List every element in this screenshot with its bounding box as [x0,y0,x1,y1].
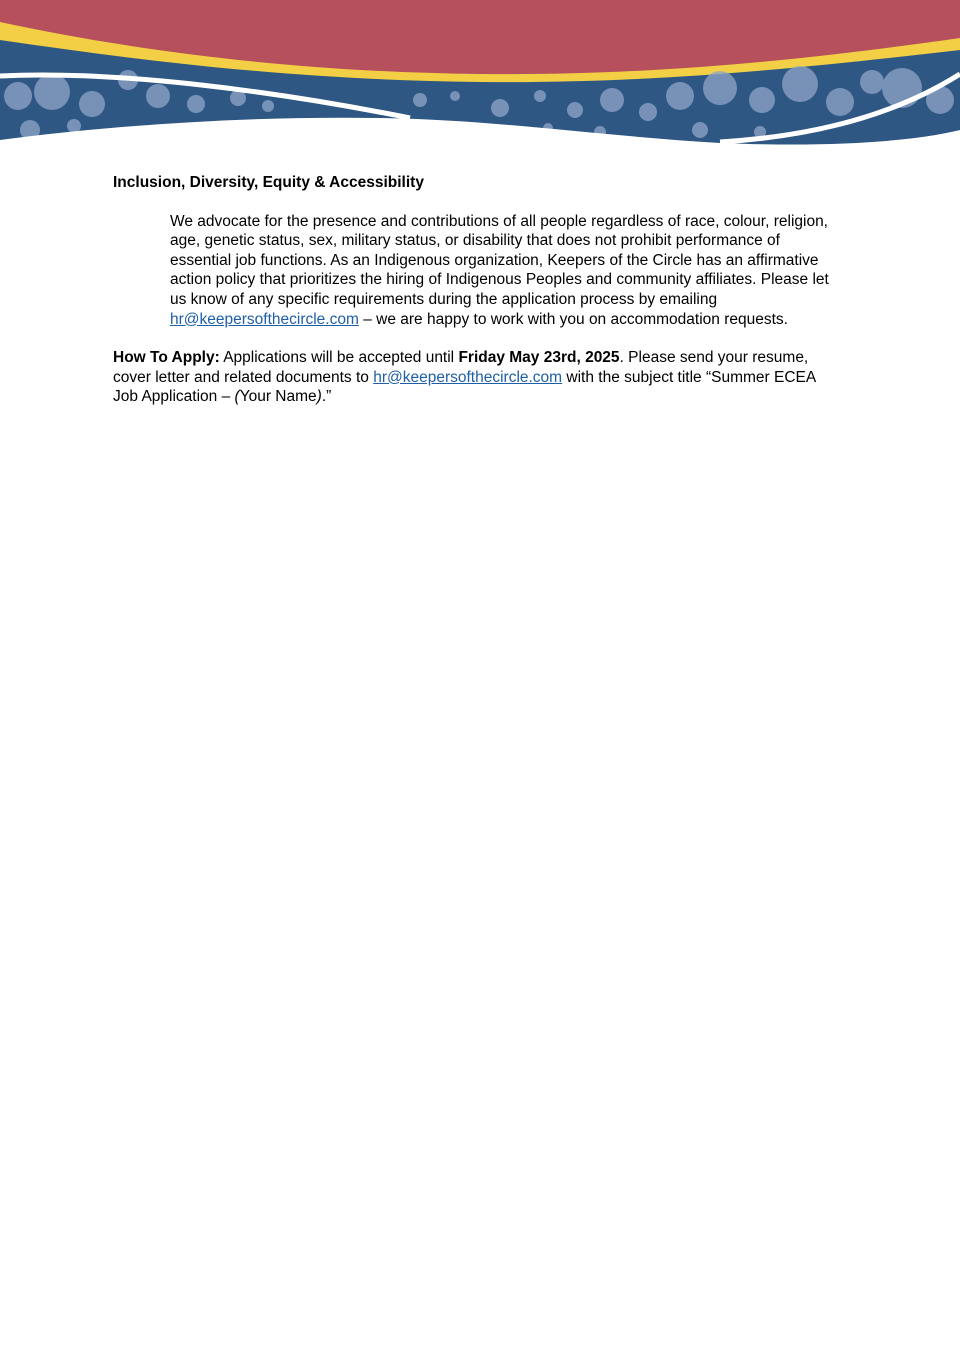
header-wave-banner [0,0,960,150]
inclusion-email-link[interactable]: hr@keepersofthecircle.com [170,310,359,328]
apply-paren-close: ) [316,388,322,406]
apply-text-2: . Please send your resume, cover letter and related documents to [113,349,809,386]
apply-email-link[interactable]: hr@keepersofthecircle.com [373,368,563,386]
inclusion-heading: Inclusion, Diversity, Equity & Accessibility [113,174,424,191]
apply-deadline: Friday May 23rd, 2025 [458,349,620,367]
inclusion-paragraph-tail: – we are happy to work with you on accommodation requests. [358,310,788,328]
how-to-apply-paragraph [113,348,843,407]
apply-text-1: Applications will be accepted until [219,349,459,367]
document-body [113,173,843,407]
apply-name-placeholder: Your Name [239,388,317,406]
how-to-apply-label: How To Apply: [113,349,220,367]
inclusion-paragraph-text: We advocate for the presence and contributions of all people regardless of race, colour, religion, age, genetic status, sex, military status, or disability that does not prohibit performance of essential job functions. As an Indigenous organization, Keepers of the Circle has an affirmative action policy that prioritizes the hiring of Indigenous Peoples and community affiliates. Please let us know of any specific requirements during the application process by emailing [170,212,829,308]
apply-text-3: with the subject title “Summer ECEA Job Application – [113,368,816,406]
apply-text-4: .” [321,388,332,406]
inclusion-paragraph [170,212,843,330]
apply-paren-open: ( [234,388,240,406]
